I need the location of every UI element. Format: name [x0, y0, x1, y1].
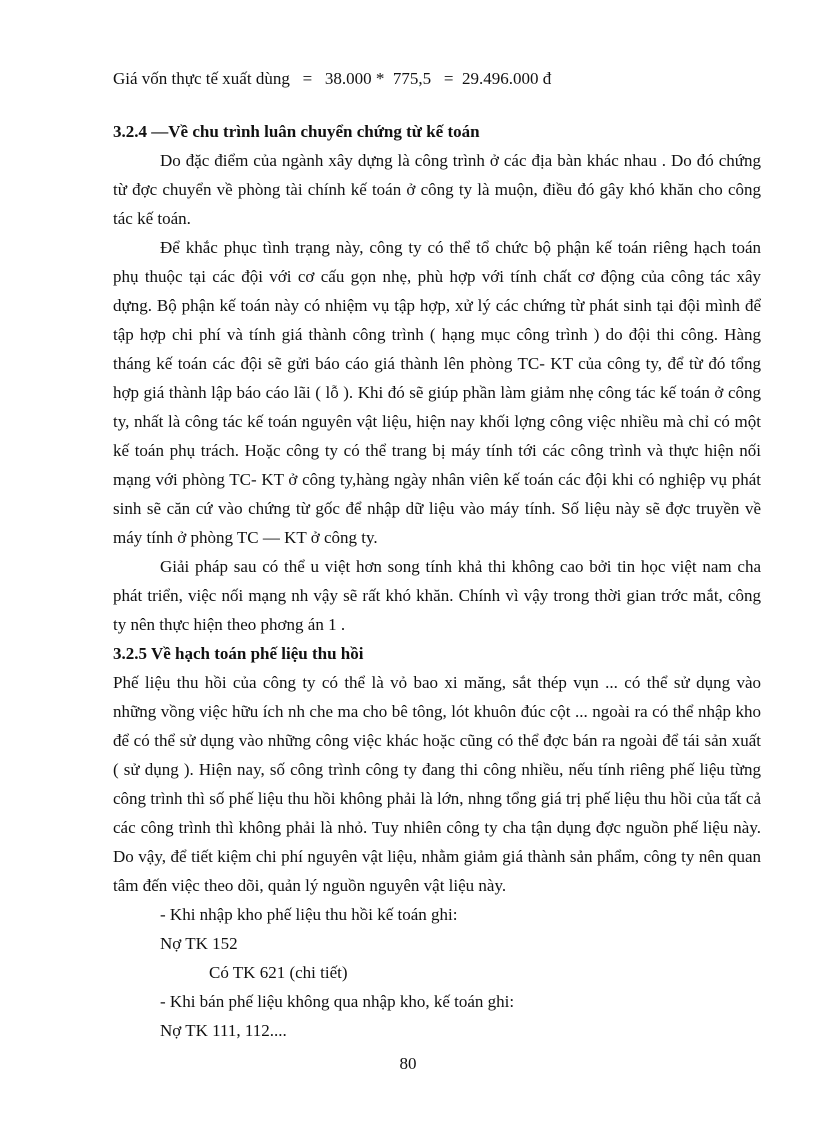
credit-entry: Có TK 621 (chi tiết): [209, 963, 348, 982]
section-heading-3-2-4: 3.2.4 —Về chu trình luân chuyển chứng từ kế toán: [113, 122, 480, 141]
document-page: [113, 64, 761, 1045]
debit-entry: Nợ TK 111, 112....: [160, 1021, 287, 1040]
paragraph-3-2-4-3: Giải pháp sau có thể u việt hơn song tính khả thi không cao bởi tin học việt nam cha phát triển, việc nối mạng nh vậy sẽ rất khó khăn. Chính vì vậy trong thời gian trớc mắt, công ty nên thực hiện theo phơng án 1 .: [113, 557, 761, 634]
paragraph-3-2-5: Phế liệu thu hồi của công ty có thể là vỏ bao xi măng, sắt thép vụn ... có thể sử dụng vào những vồng việc hữu ích nh che ma cho bê tông, lót khuôn đúc cột ... ngoài ra có thể nhập kho để có thể sử dụng vào những công việc khác hoặc cũng có thể đợc bán ra ngoài để tái sản xuất ( sử dụng ). Hiện nay, số công trình công ty đang thi công nhiều, nếu tính riêng phế liệu từng công trình thì số phế liệu thu hồi không phải là lớn, nhng tổng giá trị phế liệu thu hồi của tất cả các công trình thì không phải là nhỏ. Tuy nhiên công ty cha tận dụng đợc nguồn phế liệu này. Do vậy, để tiết kiệm chi phí nguyên vật liệu, nhằm giảm giá thành sản phẩm, công ty nên quan tâm đến việc theo dõi, quản lý nguồn nguyên vật liệu này.: [113, 673, 761, 895]
page-number: 80: [399, 1054, 417, 1073]
entry-line: - Khi nhập kho phế liệu thu hồi kế toán ghi:: [160, 905, 458, 924]
paragraph-3-2-4-2: Để khắc phục tình trạng này, công ty có thể tổ chức bộ phận kế toán riêng hạch toán phụ thuộc tại các đội với cơ cấu gọn nhẹ, phù hợp với tính chất cơ động của công tác xây dựng. Bộ phận kế toán này có nhiệm vụ tập hợp, xử lý các chứng từ phát sinh tại đội mình để tập hợp chi phí và tính giá thành công trình ( hạng mục công trình ) do đội thi công. Hàng tháng kế toán các đội sẽ gửi báo cáo giá thành lên phòng TC- KT của công ty, để từ đó tổng hợp giá thành lập báo cáo lãi ( lỗ ). Khi đó sẽ giúp phần làm giảm nhẹ công tác kế toán ở công ty, nhất là công tác kế toán nguyên vật liệu, hiện nay khối lợng công việc nhiều mà chỉ có một kế toán phụ trách. Hoặc công ty có thể trang bị máy tính tới các công trình và thực hiện nối mạng với phòng TC- KT ở công ty,hàng ngày nhân viên kế toán các đội khi có nghiệp vụ phát sinh sẽ căn cứ vào chứng từ gốc để nhập dữ liệu vào máy tính. Số liệu này sẽ đợc truyền về máy tính ở phòng TC — KT ở công ty.: [113, 238, 761, 547]
section-heading-3-2-5: 3.2.5 Về hạch toán phế liệu thu hồi: [113, 644, 364, 663]
debit-entry: Nợ TK 152: [160, 934, 238, 953]
entry-line: - Khi bán phế liệu không qua nhập kho, kế toán ghi:: [160, 992, 515, 1011]
paragraph-3-2-4-1: Do đặc điểm của ngành xây dựng là công trình ở các địa bàn khác nhau . Do đó chứng từ đợc chuyển về phòng tài chính kế toán ở công ty là muộn, điều đó gây khó khăn cho công tác kế toán.: [113, 151, 761, 228]
cost-equation: Giá vốn thực tế xuất dùng = 38.000 * 775,5 = 29.496.000 đ: [113, 69, 552, 88]
